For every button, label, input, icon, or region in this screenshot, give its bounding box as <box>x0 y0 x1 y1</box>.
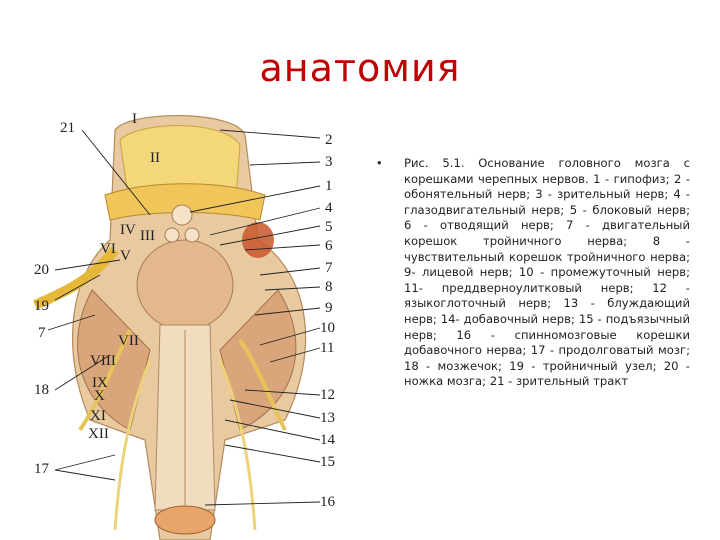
label-VIII: VIII <box>90 353 116 369</box>
label-3: 3 <box>325 154 333 170</box>
pons <box>137 240 233 330</box>
label-6: 6 <box>325 238 333 254</box>
label-18: 18 <box>34 382 49 398</box>
figure-caption: Рис. 5.1. Основание головного мозга с корешками черепных нервов. 1 - гипофиз; 2 - обонятельный нерв; 3 - зрительный нерв; 4 - глазодвигательный нерв; 5 - блоковый нерв; 6 - отводящий нерв; 7 - двигательный корешок тройничного нерва; 8 - чувствительный корешок тройничного нерва; 9- лицевой нерв; 10 - промежуточный нерв; 11- преддверноулитковый нерв; 12 - языкоглоточный нерв; 13 - блуждающий нерв; 14- добавочный нерв; 15 - подъязычный нерв; 16 - спинномозговые корешки добавочного нерва; 17 - продолговатый мозг; 18 - мозжечок; 19 - тройничный узел; 20 - ножка мозга; 21 - зрительный тракт <box>404 156 690 389</box>
pituitary <box>172 205 192 225</box>
label-17: 17 <box>34 461 49 477</box>
label-VI: VI <box>100 241 116 257</box>
label-II: II <box>150 150 160 166</box>
label-13: 13 <box>320 410 335 426</box>
label-11: 11 <box>320 340 335 356</box>
label-1: 1 <box>325 178 333 194</box>
label-X: X <box>94 388 105 404</box>
label-15: 15 <box>320 454 335 470</box>
brain-base-illustration <box>20 100 370 540</box>
label-IX: IX <box>92 375 108 391</box>
label-20: 20 <box>34 262 49 278</box>
label-IV: IV <box>120 222 136 238</box>
bullet-dot: • <box>377 155 382 170</box>
label-I: I <box>132 111 137 127</box>
label-7-left: 7 <box>38 325 46 341</box>
label-III: III <box>140 228 155 244</box>
label-4: 4 <box>325 200 333 216</box>
label-7-right: 7 <box>325 260 333 276</box>
label-XI: XI <box>90 408 106 424</box>
label-14: 14 <box>320 432 335 448</box>
spinal-cord-section <box>155 506 215 534</box>
slide-title: анатомия <box>259 46 461 90</box>
label-V: V <box>120 248 131 264</box>
label-XII: XII <box>88 426 109 442</box>
label-21: 21 <box>60 120 75 136</box>
label-5: 5 <box>325 219 333 235</box>
label-9: 9 <box>325 300 333 316</box>
label-8: 8 <box>325 279 333 295</box>
label-16: 16 <box>320 494 335 510</box>
label-10: 10 <box>320 320 335 336</box>
label-12: 12 <box>320 387 335 403</box>
brain-base-drawing <box>20 100 370 540</box>
label-19: 19 <box>34 298 49 314</box>
label-2: 2 <box>325 132 333 148</box>
label-VII: VII <box>118 333 139 349</box>
